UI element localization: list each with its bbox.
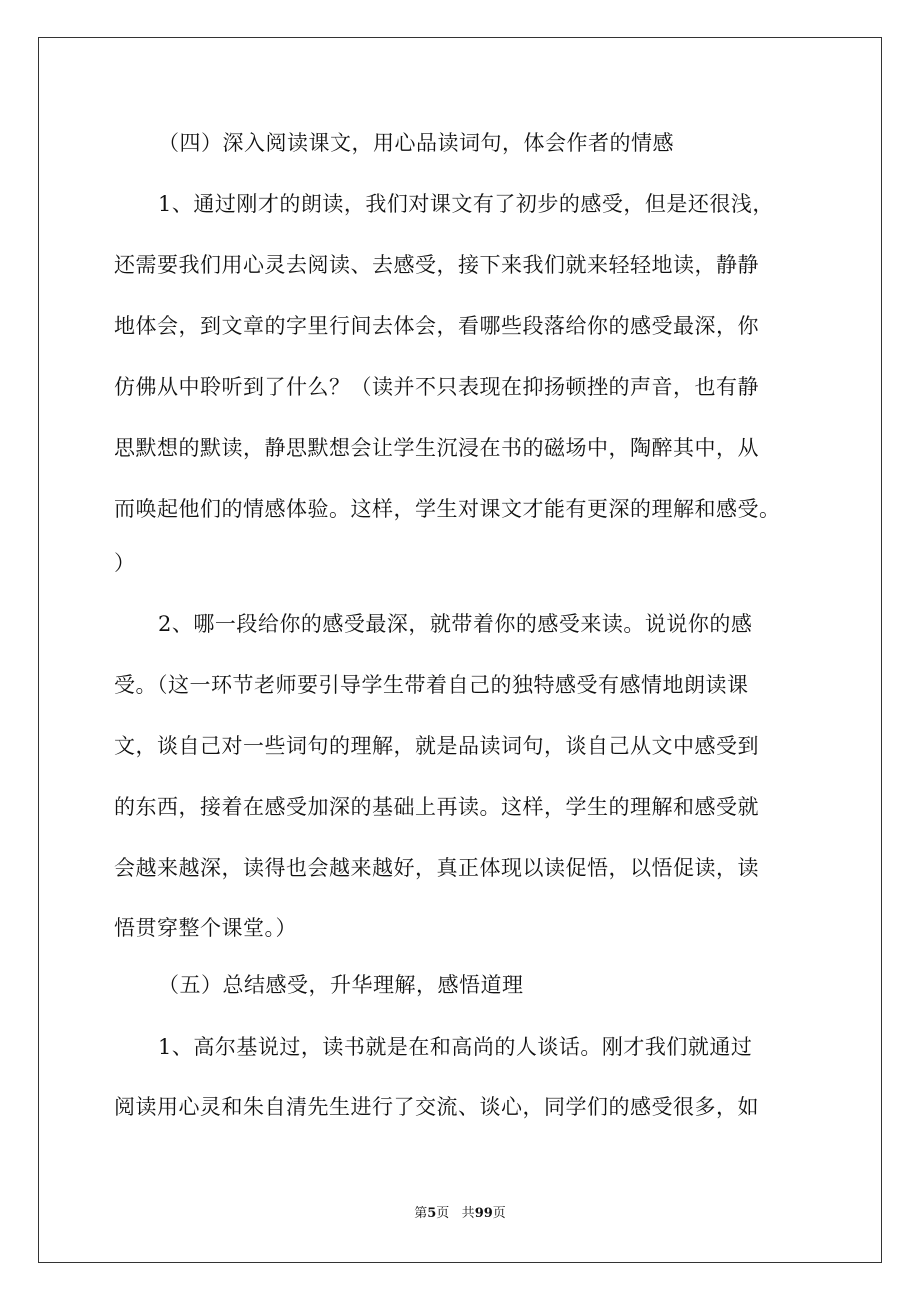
paragraph-line: 仿佛从中聆听到了什么？（读并不只表现在抑扬顿挫的声音，也有静 — [114, 375, 759, 399]
paragraph-line: 悟贯穿整个课堂。） — [114, 916, 297, 940]
paragraph-line: 文，谈自己对一些词句的理解，就是品读词句，谈自己从文中感受到 — [114, 734, 759, 758]
paragraph-line: 1、通过刚才的朗读，我们对课文有了初步的感受，但是还很浅， — [158, 192, 774, 216]
section-heading-five: （五）总结感受，升华理解，感悟道理 — [158, 973, 524, 997]
section-heading-four: （四）深入阅读课文，用心品读词句，体会作者的情感 — [158, 131, 674, 155]
page-prefix: 第 — [414, 1206, 428, 1221]
paragraph-line: 1、高尔基说过，读书就是在和高尚的人谈话。刚才我们就通过 — [158, 1035, 753, 1059]
paragraph-line: 受。（这一环节老师要引导学生带着自己的独特感受有感情地朗读课 — [114, 673, 749, 697]
paragraph-line: 而唤起他们的情感体验。这样，学生对课文才能有更深的理解和感受。 — [114, 497, 781, 521]
paragraph-line: 思默想的默读，静思默想会让学生沉浸在书的磁场中，陶醉其中，从 — [114, 436, 759, 460]
paragraph-line: 还需要我们用心灵去阅读、去感受，接下来我们就来轻轻地读，静静 — [114, 253, 759, 277]
paragraph-line: 的东西，接着在感受加深的基础上再读。这样，学生的理解和感受就 — [114, 795, 759, 819]
page-number: 5 — [427, 1206, 437, 1221]
paragraph-line: 会越来越深，读得也会越来越好，真正体现以读促悟，以悟促读，读 — [114, 856, 759, 880]
total-suffix: 页 — [492, 1206, 506, 1221]
paragraph-line: ） — [114, 551, 136, 575]
total-prefix: 共 — [461, 1206, 475, 1221]
page-suffix: 页 — [436, 1206, 450, 1221]
total-pages: 99 — [474, 1206, 493, 1221]
paragraph-line: 2、哪一段给你的感受最深，就带着你的感受来读。说说你的感 — [158, 612, 753, 636]
paragraph-line: 地体会，到文章的字里行间去体会，看哪些段落给你的感受最深，你 — [114, 314, 759, 338]
paragraph-line: 阅读用心灵和朱自清先生进行了交流、谈心，同学们的感受很多，如 — [114, 1095, 759, 1119]
page-frame — [38, 37, 882, 1263]
page-footer — [0, 1205, 920, 1223]
